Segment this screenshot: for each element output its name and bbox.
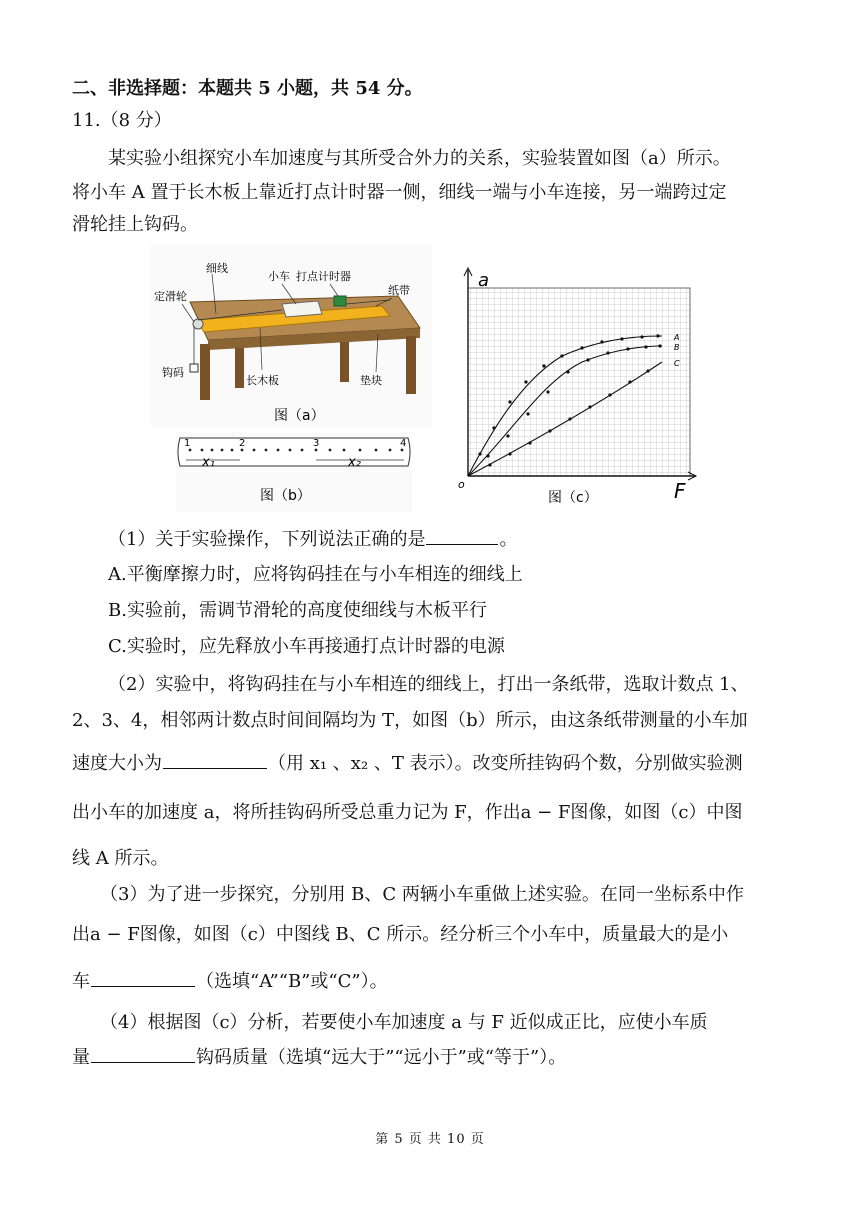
label-block: 垫块 [360,374,382,387]
part2-line-5: 线 A 所示。 [72,848,169,869]
label-cart: 小车 [268,270,290,283]
intro-line-1: 某实验小组探究小车加速度与其所受合外力的关系，实验装置如图（a）所示。 [108,148,731,169]
label-timer: 打点计时器 [296,270,351,283]
part2-line-3-end: （用 x₁ 、x₂ 、T 表示）。改变所挂钩码个数，分别做实验测 [268,753,743,774]
part3-line-3-end: （选填“A”“B”或“C”）。 [196,971,388,992]
part4-answer-blank[interactable] [91,1044,195,1063]
tape-x1: x₁ [202,455,215,470]
figure-a-caption: 图（a） [274,408,325,424]
part1-stem-end: 。 [499,529,518,550]
part3-line-1: （3）为了进一步探究，分别用 B、C 两辆小车重做上述实验。在同一坐标系中作 [100,884,744,905]
label-pulley: 定滑轮 [154,290,187,303]
part3-answer-blank[interactable] [91,968,195,987]
figure-c-caption: 图（c） [548,490,598,506]
part4-line-2-start: 量 [72,1047,90,1068]
figure-b-caption: 图（b） [260,488,311,504]
tape-x2: x₂ [348,455,361,470]
curve-label-A: A [674,333,680,342]
figure-a-apparatus [150,244,432,427]
part2-line-2: 2、3、4，相邻两计数点时间间隔均为 T，如图（b）所示，由这条纸带测量的小车加 [72,710,748,731]
part3-line-3-start: 车 [72,971,90,992]
axis-origin: o [458,478,465,491]
label-string: 细线 [206,262,228,275]
part4-line-2-end: 钩码质量（选填“远大于”“远小于”或“等于”）。 [196,1047,567,1068]
part2-line-3-start: 速度大小为 [72,753,162,774]
label-tape: 纸带 [388,284,410,297]
part2-line-4: 出小车的加速度 a，将所挂钩码所受总重力记为 F，作出a − F图像，如图（c）中图 [72,802,743,823]
part1-option-a: A.平衡摩擦力时，应将钩码挂在与小车相连的细线上 [108,564,523,585]
part1-answer-blank[interactable] [426,526,498,545]
axis-label-F: F [674,479,686,503]
page-footer: 第 5 页 共 10 页 [375,1132,485,1147]
part1-option-b: B.实验前，需调节滑轮的高度使细线与木板平行 [108,600,487,621]
part1-stem-text: （1）关于实验操作，下列说法正确的是 [108,529,426,550]
part1-option-c: C.实验时，应先释放小车再接通打点计时器的电源 [108,636,505,657]
tape-point-3: 3 [313,438,320,449]
intro-line-2: 将小车 A 置于长木板上靠近打点计时器一侧，细线一端与小车连接，另一端跨过定 [72,182,727,203]
part3-line-3 [72,968,388,995]
intro-line-3: 滑轮挂上钩码。 [72,214,198,235]
curve-label-B: B [674,343,680,352]
part3-line-2: 出a − F图像，如图（c）中图线 B、C 所示。经分析三个小车中，质量最大的是小 [72,924,729,945]
label-weights: 钩码 [162,366,184,379]
curve-label-C: C [674,359,680,368]
tape-point-4: 4 [400,438,407,449]
part2-line-3 [72,750,743,777]
figure-c-graph [452,262,698,508]
part4-line-1: （4）根据图（c）分析，若要使小车加速度 a 与 F 近似成正比，应使小车质 [100,1012,708,1033]
figure-b-tape [176,432,412,512]
part2-answer-blank[interactable] [163,750,267,769]
part1-stem [108,526,517,553]
tape-point-2: 2 [239,438,246,449]
part2-line-1: （2）实验中，将钩码挂在与小车相连的细线上，打出一条纸带，选取计数点 1、 [108,674,749,695]
label-board: 长木板 [246,374,279,387]
section-title: 二、非选择题：本题共 5 小题，共 54 分。 [72,78,423,99]
question-number: 11.（8 分） [72,110,172,131]
part4-line-2 [72,1044,566,1071]
tape-point-1: 1 [184,438,191,449]
axis-label-a: a [478,270,490,291]
